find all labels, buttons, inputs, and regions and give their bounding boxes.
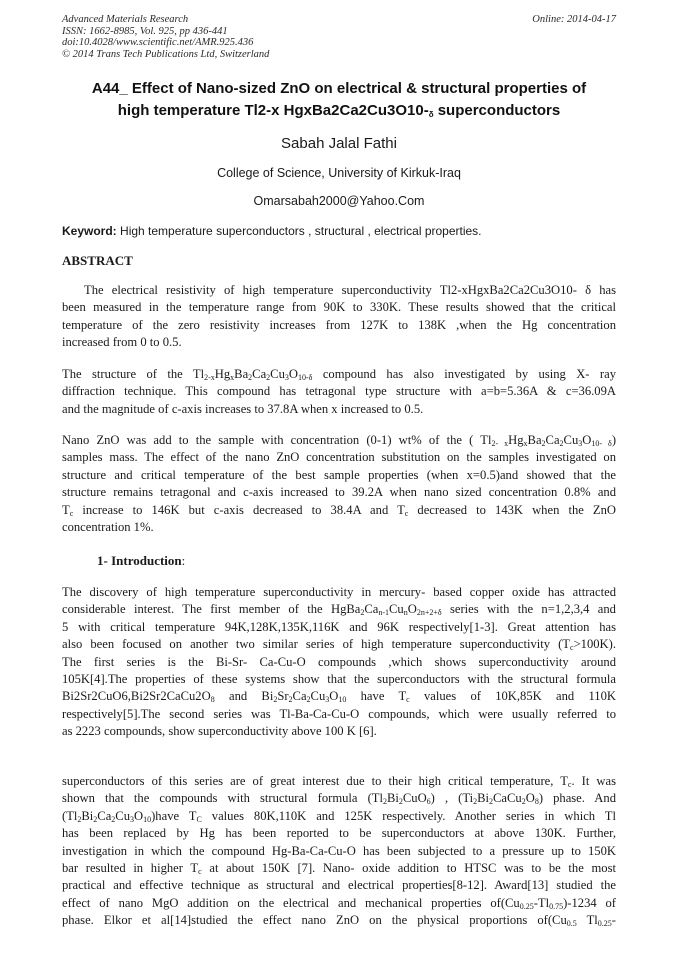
paper-title xyxy=(60,78,618,122)
keyword-text: High temperature superconductors , structural , electrical properties. xyxy=(116,224,482,238)
journal-name: Advanced Materials Research xyxy=(62,14,189,25)
abstract-paragraph-2: The structure of the $Tl_{2-x}Hg_xBa_2Ca_2Cu_3O_{10-\delta}$ compound has also investigated by using X- ray diffraction technique. This compound has tetragonal type structure with a=b=5.36A & c=36.09A and the magnitude of c-axis increases to 37.8A when x increased to 0.5. xyxy=(62,367,616,416)
introduction-paragraph-1: The discovery of high temperature superconductivity in mercury- based copper oxide has attracted considerable interest. The first member of the $HgBa_2Ca_{n-1}Cu_nO_{2n+2+\delta}$ series with the n=1,2,3,4 and 5 with critical temperature 94K,128K,135K,116K and 96K respectively[1-3]. Great attention has also been focused on another two similar series of high temperature superconductivity $(T_c>100K)$. The first series is the Bi-Sr- Ca-Cu-O compounds ,which shows superconductivity around 105K[4].The properties of these systems show that the superconductors with the structural formula $Bi2Sr2CuO6,Bi2Sr2CaCu2O_8$ and $Bi_2Sr_2Ca_2Cu_3O_{10}$ have $T_c$ values of 10K,85K and 110K respectively[5].The second series was Tl-Ba-Ca-Cu-O compounds, which were usually referred to as 2223 compounds, show superconductivity above 100 K [6]. xyxy=(62,585,616,739)
issn: ISSN: 1662-8985, Vol. 925, pp 436-441 xyxy=(62,25,228,37)
abstract-paragraph-3: Nano ZnO was add to the sample with concentration (0-1) wt% of the ( $Tl_{2- x}Hg_xBa_2Ca_2Cu_3O_{10- \delta}$) samples mass. The effect of the nano ZnO concentration substitution on the samples investigated on structure and critical temperature of the best sample properties (when x=0.5)and showed that the structure remains tetragonal and c-axis increased to 39.2A when nano sized concentration 0.8% and $T_c$ increase to 146K but c-axis decreased to 38.4A and $T_c$ decreased to 143K when the ZnO concentration 1%. xyxy=(62,433,617,535)
journal-header xyxy=(62,14,269,60)
introduction-paragraph-2: superconductors of this series are of great interest due to their high critical temperature, $T_c$. It was shown that the compounds with structural formula $(Tl_2Bi_2CuO_6)$ , $(Ti_2Bi_2CaCu_2O_8)$ phase. And $(Tl_2Bi_2Ca_2Cu_3O_{10})have$ $T_C$ values 80K,110K and 125K respectively. Another series in which Tl has been replaced by Hg has been reported to be superconductors at above 130K. Further, investigation in which the compound Hg-Ba-Ca-Cu-O has been subjected to a pressure up to 150K bar resulted in higher $T_c$ at about 150K [7]. Nano- oxide addition to HTSC was to be the most practical and effective technique as structural and electrical properties[8-12]. Award[13] studied the effect of nano MgO addition on the electrical and mechanical properties $of(Cu_{0.25}-Tl_{0.75})-1234$ of phase. Elkor et al[14]studied the effect nano ZnO on the physical proportions $of(Cu_{0.5}$ $Tl_{0.25}-$ xyxy=(62,774,616,929)
author-name: Sabah Jalal Fathi xyxy=(281,135,397,152)
introduction-heading: 1- Introduction: xyxy=(97,553,186,568)
abstract-heading: ABSTRACT xyxy=(62,253,133,268)
keywords xyxy=(62,224,616,238)
doi: doi:10.4028/www.scientific.net/AMR.925.436 xyxy=(62,37,254,49)
title-line-2: high temperature Tl2-x $HgxBa2Ca2Cu3O10-_\delta$ superconductors xyxy=(117,102,561,119)
copyright: © 2014 Trans Tech Publications Ltd, Switzerland xyxy=(62,48,270,60)
author-email[interactable]: Omarsabah2000@Yahoo.Com xyxy=(253,194,425,208)
abstract-paragraph-1: The electrical resistivity of high temperature superconductivity Tl2-xHgxBa2Ca2Cu3O10- δ has been measured in the temperature range from 90K to 330K. These results showed that the critical temperature of the zero resistivity increases from 127K to 138K ,when the Hg concentration increased from 0 to 0.5. xyxy=(62,283,616,350)
keyword-label: Keyword: xyxy=(62,224,117,238)
affiliation: College of Science, University of Kirkuk-Iraq xyxy=(217,166,461,180)
online-date: Online: 2014-04-17 xyxy=(532,14,616,25)
title-line-1: A44_ Effect of Nano-sized ZnO on electrical & structural properties of xyxy=(91,80,587,97)
